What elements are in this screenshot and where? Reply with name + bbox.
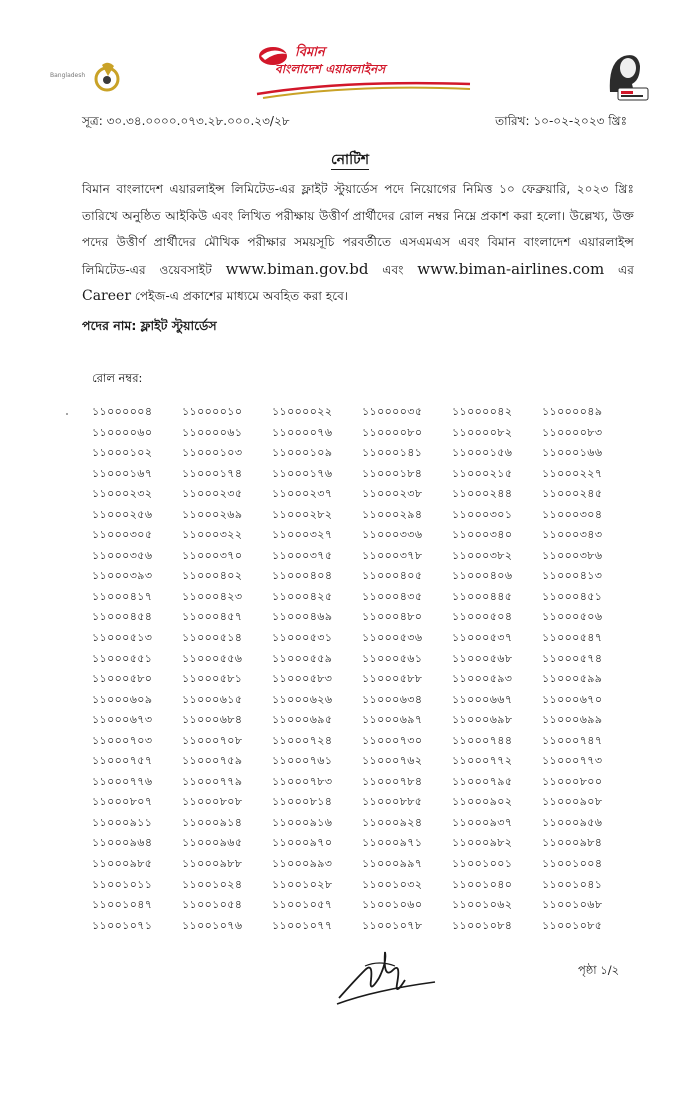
roll-row <box>92 895 632 916</box>
roll-number: ১১০০০৭৬১ <box>272 754 333 768</box>
roll-number: ১১০০০৯৭০ <box>272 836 333 850</box>
roll-number: ১১০০০৩২২ <box>182 528 243 542</box>
roll-number: ১১০০০৮১৪ <box>272 795 333 809</box>
roll-number: ১১০০১০০৪ <box>542 857 603 871</box>
roll-number: ১১০০০২৮২ <box>272 507 333 521</box>
roll-number: ১১০০১০৬০ <box>362 898 423 912</box>
roll-number: ১১০০০৫১৪ <box>182 631 243 645</box>
roll-number: ১১০০০১৬৬ <box>542 446 603 460</box>
notice-title-text: নোটিশ <box>330 152 369 168</box>
roll-number: ১১০০০৪৫৭ <box>182 610 243 624</box>
roll-number-label: রোল নম্বর: <box>92 371 143 385</box>
roll-number: ১১০০০৭৬২ <box>362 754 423 768</box>
roll-number: ১১০০০৪৫৪ <box>92 610 153 624</box>
roll-number: ১১০০০১৫৬ <box>452 446 513 460</box>
roll-row <box>92 813 632 834</box>
portrait-icon <box>604 48 650 102</box>
portrait-logo <box>604 48 650 102</box>
roll-number: ১১০০০৫৬৮ <box>452 651 513 665</box>
roll-number: ১১০০১০৪১ <box>542 877 603 891</box>
roll-number: ১১০০০৫৫৯ <box>272 651 333 665</box>
roll-row <box>92 690 632 711</box>
roll-number: ১১০০০৯০৮ <box>542 795 603 809</box>
roll-row <box>92 772 632 793</box>
roll-number: ১১০০০৭৫৭ <box>92 754 153 768</box>
roll-number: ১১০০০৯১৬ <box>272 815 333 829</box>
roll-number: ১১০০০৪২৩ <box>182 589 243 603</box>
roll-number: ১১০০০৫৮১ <box>182 672 243 686</box>
roll-number: ১১০০০৫১৩ <box>92 631 153 645</box>
roll-row <box>92 731 632 752</box>
signature-image <box>335 940 445 1010</box>
roll-number: ১১০০০৬১৫ <box>182 692 243 706</box>
roll-number: ১১০০০৯১১ <box>92 815 153 829</box>
roll-number: ১১০০০৩৮৬ <box>542 548 603 562</box>
roll-number: ১১০০০৫৯৩ <box>452 672 513 686</box>
roll-row <box>92 669 632 690</box>
roll-row <box>92 505 632 526</box>
roll-number: ১১০০০৭৯৫ <box>452 774 513 788</box>
roll-number: ১১০০০৩৭৮ <box>362 548 423 562</box>
post-name: পদের নাম: ফ্লাইট স্টুয়ার্ডেস <box>82 318 217 333</box>
roll-number: ১১০০০৪৩৫ <box>362 589 423 603</box>
roll-number: ১১০০০০৮০ <box>362 425 423 439</box>
roll-number: ১১০০১০০১ <box>452 857 513 871</box>
roll-number: ১১০০০৭৪৭ <box>542 733 603 747</box>
roll-number: ১১০০০৯৯৭ <box>362 857 423 871</box>
roll-number: ১১০০০৭৩০ <box>362 733 423 747</box>
career-word: Career <box>82 288 132 304</box>
roll-row <box>92 484 632 505</box>
roll-number: ১১০০০৭০৮ <box>182 733 243 747</box>
roll-number: ১১০০১০৭১ <box>92 918 153 932</box>
roll-number: ১১০০১০২৮ <box>272 877 333 891</box>
roll-number: ১১০০০১৭৬ <box>272 466 333 480</box>
roll-number: ১১০০০৪০৬ <box>452 569 513 583</box>
roll-row <box>92 525 632 546</box>
roll-number: ১১০০০৯৯৩ <box>272 857 333 871</box>
roll-number: ১১০০১০৬২ <box>452 898 513 912</box>
roll-number: ১১০০০৬৯৯ <box>542 713 603 727</box>
roll-number: ১১০০০৯১৪ <box>182 815 243 829</box>
roll-number: ১১০০০৫৮৮ <box>362 672 423 686</box>
para-and: এবং <box>382 262 404 277</box>
roll-number: ১১০০০৮০৭ <box>92 795 153 809</box>
roll-number: ১১০০০২৬৯ <box>182 507 243 521</box>
roll-number: ১১০০১০৮৫ <box>542 918 603 932</box>
roll-number: ১১০০০০৪২ <box>452 405 513 418</box>
notice-title <box>0 148 700 172</box>
roll-number: ১১০০০৩৪৩ <box>542 528 603 542</box>
roll-number: ১১০০০৫৭৪ <box>542 651 603 665</box>
roll-number: ১১০০০৪০৫ <box>362 569 423 583</box>
roll-number: ১১০০০৩২৭ <box>272 528 333 542</box>
roll-row <box>92 607 632 628</box>
brand-name: বিমান <box>295 45 325 60</box>
roll-number: ১১০০০৬৯৭ <box>362 713 423 727</box>
roll-number: ১১০০০৩৪০ <box>452 528 513 542</box>
roll-number: ১১০০০৬৩৪ <box>362 692 423 706</box>
roll-row <box>92 649 632 670</box>
roll-number: ১১০০০৯৫৬ <box>542 815 603 829</box>
para-part1: বিমান বাংলাদেশ এয়ারলাইন্স লিমিটেড-এর ফ্লাইট স্টুয়ার্ডেস পদে নিয়োগের নিমিত্ত ১০ ফেব্রুয়ারি, ২০২৩ খ্রিঃ তারিখে অনুষ্ঠিত আইকিউ এবং লিখিত পরীক্ষায় উত্তীর্ণ প্রার্থীদের রোল নম্বর নিম্নে প্রকাশ করা হলো। উল্লেখ্য, উক্ত পদের উত্তীর্ণ প্রার্থীদের মৌখিক পরীক্ষার সময়সূচি পরবর্তীতে এসএমএস এবং বিমান বাংলাদেশ এয়ারলাইন্স লিমিটেড-এর ওয়েবসাইট <box>82 182 634 277</box>
roll-number: ১১০০০৬৯৮ <box>452 713 513 727</box>
scan-speck <box>66 413 68 415</box>
roll-number: ১১০০০৬৭০ <box>542 692 603 706</box>
roll-number: ১১০০০৩৭৫ <box>272 548 333 562</box>
anniversary-logo <box>50 60 120 96</box>
roll-number: ১১০০০৬৮৪ <box>182 713 243 727</box>
roll-number: ১১০০০৪০৪ <box>272 569 333 583</box>
roll-number-table <box>92 402 632 936</box>
roll-number: ১১০০০৪৬৯ <box>272 610 333 624</box>
roll-number: ১১০০০৫৩১ <box>272 631 333 645</box>
para-part3: পেইজ-এ প্রকাশের মাধ্যমে অবহিত করা হবে। <box>134 289 349 303</box>
roll-number: ১১০০০১৭৪ <box>182 466 243 480</box>
roll-number: ১১০০০৯৩৭ <box>452 815 513 829</box>
roll-number: ১১০০১০৮৪ <box>452 918 513 932</box>
roll-number: ১১০০০১৪১ <box>362 446 423 460</box>
roll-number: ১১০০১০১১ <box>92 877 153 891</box>
roll-number: ১১০০০১০২ <box>92 446 153 460</box>
roll-number: ১১০০০৭০৩ <box>92 733 153 747</box>
roll-number: ১১০০০৮৮৫ <box>362 795 423 809</box>
roll-number: ১১০০০১৮৪ <box>362 466 423 480</box>
roll-row <box>92 423 632 444</box>
roll-number: ১১০০০৯৬৪ <box>92 836 153 850</box>
roll-row <box>92 875 632 896</box>
biman-airlines-link[interactable]: www.biman-airlines.com <box>417 259 605 278</box>
roll-number: ১১০০০২৫৬ <box>92 507 153 521</box>
roll-row <box>92 402 632 423</box>
roll-row <box>92 833 632 854</box>
roll-number: ১১০০০৬২৬ <box>272 692 333 706</box>
roll-number: ১১০০০৪৪৫ <box>452 589 513 603</box>
roll-row <box>92 628 632 649</box>
roll-number: ১১০০০৭৮৪ <box>362 774 423 788</box>
roll-number: ১১০০০৩৫৬ <box>92 548 153 562</box>
roll-number: ১১০০০৯২৪ <box>362 815 423 829</box>
roll-number: ১১০০০০৮২ <box>452 425 513 439</box>
roll-number: ১১০০০৫৪৭ <box>542 631 603 645</box>
roll-number: ১১০০০০১০ <box>182 405 243 418</box>
roll-number: ১১০০০৬৯৫ <box>272 713 333 727</box>
roll-number: ১১০০০৫০৬ <box>542 610 603 624</box>
roll-row <box>92 792 632 813</box>
roll-number: ১১০০০১০৯ <box>272 446 333 460</box>
memo-date: তারিখ: ১০-০২-২০২৩ খ্রিঃ <box>495 114 627 128</box>
roll-number: ১১০০১০৫৪ <box>182 898 243 912</box>
biman-logo <box>255 44 475 106</box>
roll-number: ১১০০০২৯৪ <box>362 507 423 521</box>
roll-row <box>92 566 632 587</box>
letterhead <box>0 0 700 110</box>
roll-number: ১১০০০৩০৪ <box>542 507 603 521</box>
roll-number: ১১০০০২১৫ <box>452 466 513 480</box>
roll-number: ১১০০০৩০৫ <box>92 528 153 542</box>
roll-number: ১১০০০৭৮৩ <box>272 774 333 788</box>
roll-number: ১১০০০৭৭২ <box>452 754 513 768</box>
left-logo-text: Bangladesh <box>50 72 86 79</box>
roll-number: ১১০০১০২৪ <box>182 877 243 891</box>
roll-number: ১১০০০০৬১ <box>182 425 243 439</box>
roll-number: ১১০০০৪৮০ <box>362 610 423 624</box>
roll-number: ১১০০০৬০৯ <box>92 692 153 706</box>
roll-row <box>92 587 632 608</box>
roll-number: ১১০০০২৪৪ <box>452 487 513 501</box>
roll-number: ১১০০০০৪৯ <box>542 405 603 418</box>
roll-number: ১১০০১০৭৭ <box>272 918 333 932</box>
roll-number: ১১০০০৫৩৭ <box>452 631 513 645</box>
roll-number: ১১০০০২৩৮ <box>362 487 423 501</box>
roll-number: ১১০০০৫৮৩ <box>272 672 333 686</box>
roll-row <box>92 710 632 731</box>
roll-number: ১১০০০৪০২ <box>182 569 243 583</box>
roll-number: ১১০০১০৩২ <box>362 877 423 891</box>
swoosh-icon <box>255 74 475 100</box>
roll-number: ১১০০০৯৬৫ <box>182 836 243 850</box>
roll-number: ১১০০০৯৮৪ <box>542 836 603 850</box>
roll-number: ১১০০০২৪৫ <box>542 487 603 501</box>
roll-number: ১১০০০৫৯৯ <box>542 672 603 686</box>
roll-number: ১১০০০০২২ <box>272 405 333 418</box>
roll-number: ১১০০০২৩৫ <box>182 487 243 501</box>
roll-number: ১১০০০৫৫১ <box>92 651 153 665</box>
roll-number: ১১০০১০৪৭ <box>92 898 153 912</box>
roll-number: ১১০০০৪১৩ <box>542 569 603 583</box>
biman-gov-link[interactable]: www.biman.gov.bd <box>225 259 369 278</box>
roll-number: ১১০০০২২৭ <box>542 466 603 480</box>
roll-row <box>92 854 632 875</box>
notice-paragraph <box>82 176 634 310</box>
brand-subtitle: বাংলাদেশ এয়ারলাইনস <box>275 62 386 76</box>
roll-number: ১১০০০৭৫৯ <box>182 754 243 768</box>
roll-number: ১১০০০৪১৭ <box>92 589 153 603</box>
roll-number: ১১০০০৬৬৭ <box>452 692 513 706</box>
page-number: পৃষ্ঠা ১/২ <box>578 963 620 977</box>
roll-number: ১১০০০৬৭৩ <box>92 713 153 727</box>
roll-number: ১১০০০৯৮৮ <box>182 857 243 871</box>
roll-number: ১১০০০২৩৭ <box>272 487 333 501</box>
roll-number: ১১০০০৪৫১ <box>542 589 603 603</box>
roll-number: ১১০০০৩৯৩ <box>92 569 153 583</box>
roll-number: ১১০০০৫০৪ <box>452 610 513 624</box>
roll-number: ১১০০০১০৩ <box>182 446 243 460</box>
memo-reference: সূত্র: ৩০.৩৪.০০০০.০৭৩.২৮.০০০.২৩/২৮ <box>82 114 290 128</box>
roll-row <box>92 751 632 772</box>
roll-number: ১১০০০৩৭০ <box>182 548 243 562</box>
roll-number: ১১০০০৮০০ <box>542 774 603 788</box>
roll-number: ১১০০০৯০২ <box>452 795 513 809</box>
roll-number: ১১০০০২৩২ <box>92 487 153 501</box>
roll-row <box>92 443 632 464</box>
roll-number: ১১০০০৫৮০ <box>92 672 153 686</box>
roll-number: ১১০০০৩৩৬ <box>362 528 423 542</box>
roll-number: ১১০০০১৬৭ <box>92 466 153 480</box>
roll-number: ১১০০০০৬০ <box>92 425 153 439</box>
roll-number: ১১০০০৭৪৪ <box>452 733 513 747</box>
roll-number: ১১০০০৭২৪ <box>272 733 333 747</box>
golden-emblem-icon <box>94 60 120 94</box>
roll-row <box>92 916 632 937</box>
roll-number: ১১০০০৪২৫ <box>272 589 333 603</box>
roll-number: ১১০০০৭৭৯ <box>182 774 243 788</box>
roll-number: ১১০০০০০৪ <box>92 405 153 418</box>
roll-row <box>92 464 632 485</box>
roll-number: ১১০০০৫৬১ <box>362 651 423 665</box>
roll-number: ১১০০০৫৫৬ <box>182 651 243 665</box>
roll-number: ১১০০১০৭৮ <box>362 918 423 932</box>
roll-number: ১১০০০৫৩৬ <box>362 631 423 645</box>
roll-number: ১১০০০০৩৫ <box>362 405 423 418</box>
roll-row <box>92 546 632 567</box>
roll-number: ১১০০০৭৭৩ <box>542 754 603 768</box>
roll-number: ১১০০১০৫৭ <box>272 898 333 912</box>
roll-number: ১১০০০৩৮২ <box>452 548 513 562</box>
roll-number: ১১০০১০৭৬ <box>182 918 243 932</box>
roll-number: ১১০০০৮০৮ <box>182 795 243 809</box>
roll-number: ১১০০০৩০১ <box>452 507 513 521</box>
roll-number: ১১০০০০৭৬ <box>272 425 333 439</box>
roll-number: ১১০০০৭৭৬ <box>92 774 153 788</box>
roll-number: ১১০০০৯৮৫ <box>92 857 153 871</box>
para-part2: এর <box>618 262 634 277</box>
roll-number: ১১০০০৯৮২ <box>452 836 513 850</box>
roll-number: ১১০০১০৪০ <box>452 877 513 891</box>
roll-number: ১১০০০৯৭১ <box>362 836 423 850</box>
roll-number: ১১০০০০৮৩ <box>542 425 603 439</box>
roll-number: ১১০০১০৬৮ <box>542 898 603 912</box>
